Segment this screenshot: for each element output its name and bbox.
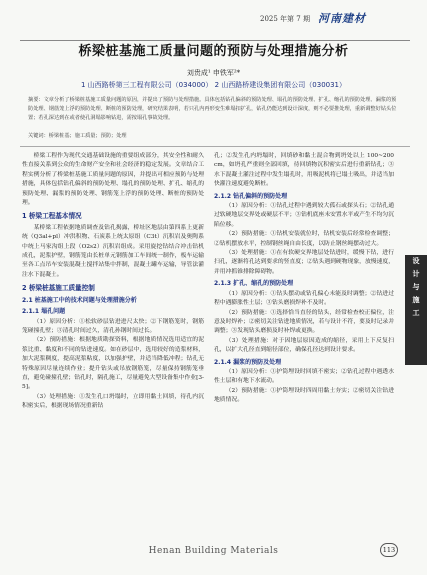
section-side-tab xyxy=(405,255,427,365)
article-keywords: 关键词：桥梁桩基；施工质量；预防；处理 xyxy=(28,133,127,139)
body-paragraph: （2）预防措施：①钻机安装就位时，钻机安装后经常检查调整；②钻机摆放水平，控制钢丝绳自由长度，以防止钢丝绳摆动过大。 xyxy=(214,231,394,247)
subsection-heading: 2.1 桩基施工中的技术问题与处理措施分析 xyxy=(22,296,137,304)
side-tab-char: 施 xyxy=(412,296,420,304)
body-paragraph: （1）原因分析：①松软砂层钻进进尺太快；②下钢筋笼时，钢筋笼碰撞孔壁；③清孔时间过久，清孔孙钢时间过长。 xyxy=(22,318,204,334)
section-heading: 2 桥梁桩基施工质量控制 xyxy=(22,284,95,293)
article-abstract: 摘要：文章分析了桥梁桩基施工质量问题的原因，并提出了预防与处理措施。具体包括钻孔偏斜的预防处理、塌孔的预防处理、扩孔、缩孔的预防处理、漏浆的预防处理、钢筋笼上浮的预防处理、断桩的预防处理，研究结果表明，若只孔内再形变生难塌扣扩孔，钻孔仍能达到设计深度，则不必要推处理，重新调整好钻头位置；若孔深达到在或者使孔洞塌影响钻进，需按塌孔事故处理。 xyxy=(28,97,397,121)
body-paragraph: （1）原因分析：①钻头摆动或钻孔偏心未能及时调整；②钻进过程中遇膨胀性土层；③钻头磨损焊补不及时。 xyxy=(214,290,394,307)
body-paragraph: （1）原因分析：①钻孔过程中遇到较大孤石或探头石；②钻孔通过软硬地层交界处或硬层不平；③钻机底座未安置水平或产生不均匀沉陷位移。 xyxy=(214,203,394,228)
article-affiliation: 1 山西路桥第三工程有限公司（034000） 2 山西路桥建设集团有限公司（030031） xyxy=(80,81,347,89)
body-column-right xyxy=(214,152,394,406)
body-paragraph: （2）预防措施：①护筒埋设时四周用黏土夯实；②密切关注钻进地质情况。 xyxy=(214,387,394,404)
body-paragraph: 某桥梁工程依据地质调查及钻孔揭露，桥址区地层由第四系上更新统（Q3al+pl）冲洪积物、石炭系上统太原组（C3t）沉积岩及奥陶系中统上马家沟组上段（O2s2）沉积岩组成。采用旋挖钻结合冲击钻机成孔，泥浆护壁，钢筋笼由长桩单元钢筋加工车间统一制作，板车运输至各工点吊车安装混凝土搅拌站集中拌制，混凝土罐车运输，导管法灌注水下混凝土。 xyxy=(22,224,204,278)
subsection-heading: 2.1.2 钻孔偏斜的预防处理 xyxy=(214,192,288,200)
side-tab-char: 计 xyxy=(412,270,420,278)
section-heading: 1 桥梁工程基本情况 xyxy=(22,212,82,221)
body-paragraph: （3）处理措施：对于因地层原因造成的缩径，采用上下反复扫孔，以扩大孔径直到缩径部位，确保孔径达到设计要求。 xyxy=(214,337,394,354)
journal-logo: 河南建材 xyxy=(318,12,366,25)
side-tab-char: 设 xyxy=(412,257,420,265)
abstract-divider xyxy=(20,146,410,147)
side-tab-char: 与 xyxy=(412,283,420,291)
subsection-heading: 2.1.1 塌孔问题 xyxy=(22,308,66,316)
issue-label: 2025 年第 7 期 xyxy=(260,15,310,23)
side-tab-char: 工 xyxy=(412,309,420,317)
page-number: 113 xyxy=(380,543,398,557)
body-paragraph: 孔；②发生孔内坍塌时，回填砂和黏土混合物到坍处以上 100~200 cm，如坍孔严重则全部回填，待回填物沉积密实后进行重新钻孔；③水下混凝土灌注过程中发生塌孔时，用吸泥机将已塌土吸出，并适当加快灌注速度避免断桩。 xyxy=(214,153,394,188)
body-paragraph: （2）预防措施：①选择恰当直径的钻头，经常检查校正偏位，注意及时焊补；②密切关注钻进地质情况，若与设计不符，要及时记录并调整；③发现钻头磨损及时补焊或更换。 xyxy=(214,309,394,335)
body-paragraph: （2）预防措施：根据地质勘探资料，根据地质情况选用适宜的泥浆比重、黏度和不同的钻进速度。如在砂层中，选用较好的造浆材料，加大泥浆稠度，提高泥浆粘度，以加强护壁，并适当降低冲程；钻孔无特殊原因尽量连续作业；提升钻头或吊放钢筋笼，尽量保持钢筋笼垂直，避免碰撞孔壁；钻孔时，隔孔施工，尽量避免大型设备集中作业[3-5]。 xyxy=(22,337,204,391)
body-paragraph: （1）原因分析：①护筒埋设时回填不密实；②钻孔过程中遇透水性土层和有地下水流动。 xyxy=(214,368,394,385)
body-paragraph: （3）处理措施：①发生孔口坍塌时，立即用黏土回填，待孔内沉积密实后，根据现场情况重新钻 xyxy=(22,393,204,410)
article-authors: 刘贵成¹ 申铁军²* xyxy=(186,69,241,77)
subsection-heading: 2.1.4 漏浆的预防及处理 xyxy=(214,358,282,366)
article-title: 桥梁桩基施工质量问题的预防与处理措施分析 xyxy=(78,44,349,59)
body-column-left xyxy=(22,152,204,412)
body-paragraph: （3）处理措施：①在有软硬交界地层处钻进时，缓慢下钻，进行扫孔，逐渐将孔达到要求的竖直度；②钻头遇到硬物现象，放慢速度，并用冲抓锥排除障碍物。 xyxy=(214,250,394,275)
page-header xyxy=(0,10,427,32)
journal-footer: Henan Building Materials xyxy=(148,546,279,556)
body-paragraph: 桥梁工程作为现代交通基础设施的重要组成部分，其安全性和耐久性直接关系到公众的生命财产安全和社会经济的稳定发展。文章结合工程实例分析了桥梁桩基施工质量问题的原因，并提出可相应预防与处理措施，具体包括钻孔偏斜的预防处理、塌孔的预防处理、扩孔、缩孔的预防处理、漏浆的预防处理、钢筋笼上浮的预防处理、断桩的预防处理。 xyxy=(22,153,204,207)
subsection-heading: 2.1.3 扩孔、缩孔的预防处理 xyxy=(214,280,294,288)
